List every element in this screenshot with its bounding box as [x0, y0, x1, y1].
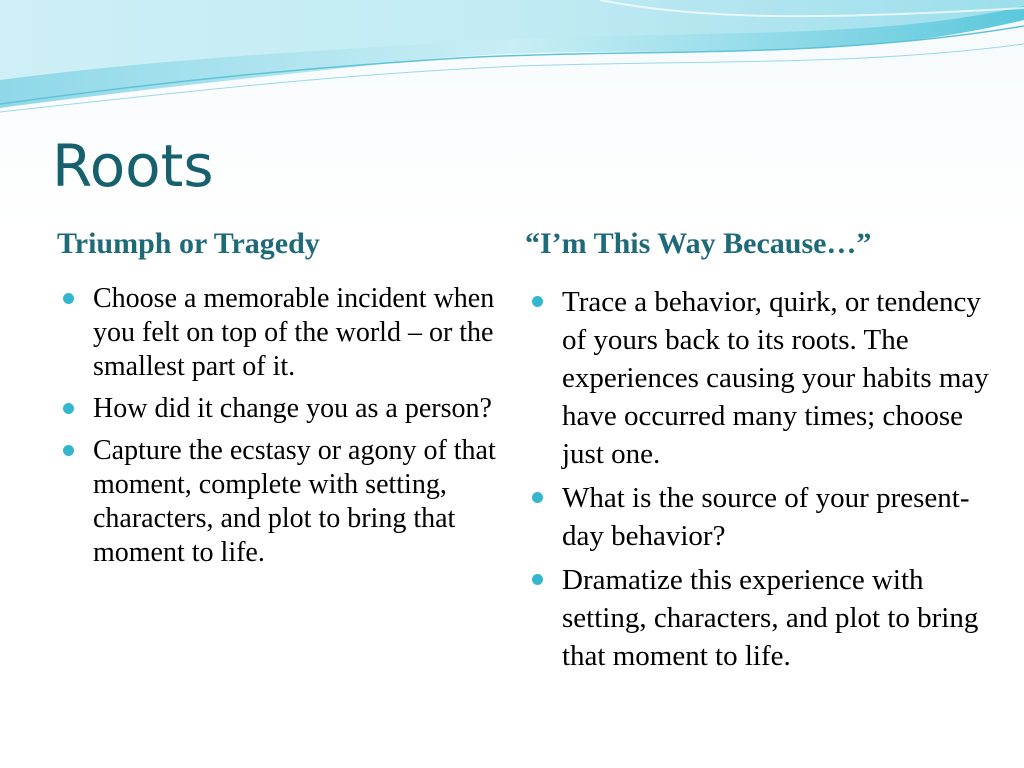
bullet-text: Trace a behavior, quirk, or tendency of yours back to its roots. The experiences causing your habits may have occurred many times; choose just one. [562, 286, 989, 470]
left-bullet-list [57, 282, 507, 578]
bullet-icon [63, 403, 74, 414]
right-bullet-list [526, 283, 996, 681]
list-item [57, 392, 507, 426]
list-item [526, 479, 996, 555]
slide-title: Roots [52, 132, 214, 200]
bullet-text: Choose a memorable incident when you felt on top of the world – or the smallest part of it. [93, 283, 495, 382]
bullet-icon [532, 492, 543, 503]
decorative-wave-banner [0, 0, 1024, 120]
right-column-heading: “I’m This Way Because…” [525, 227, 872, 260]
bullet-icon [532, 296, 543, 307]
list-item [57, 434, 507, 570]
left-column-heading: Triumph or Tragedy [57, 227, 320, 260]
bullet-text: Dramatize this experience with setting, characters, and plot to bring that moment to life. [562, 564, 979, 672]
bullet-text: What is the source of your present-day behavior? [562, 482, 970, 552]
list-item [526, 283, 996, 473]
bullet-text: How did it change you as a person? [93, 393, 492, 424]
list-item [526, 561, 996, 675]
list-item [57, 282, 507, 384]
bullet-icon [63, 293, 74, 304]
bullet-text: Capture the ecstasy or agony of that moment, complete with setting, characters, and plot to bring that moment to life. [93, 435, 496, 568]
bullet-icon [63, 445, 74, 456]
bullet-icon [532, 574, 543, 585]
